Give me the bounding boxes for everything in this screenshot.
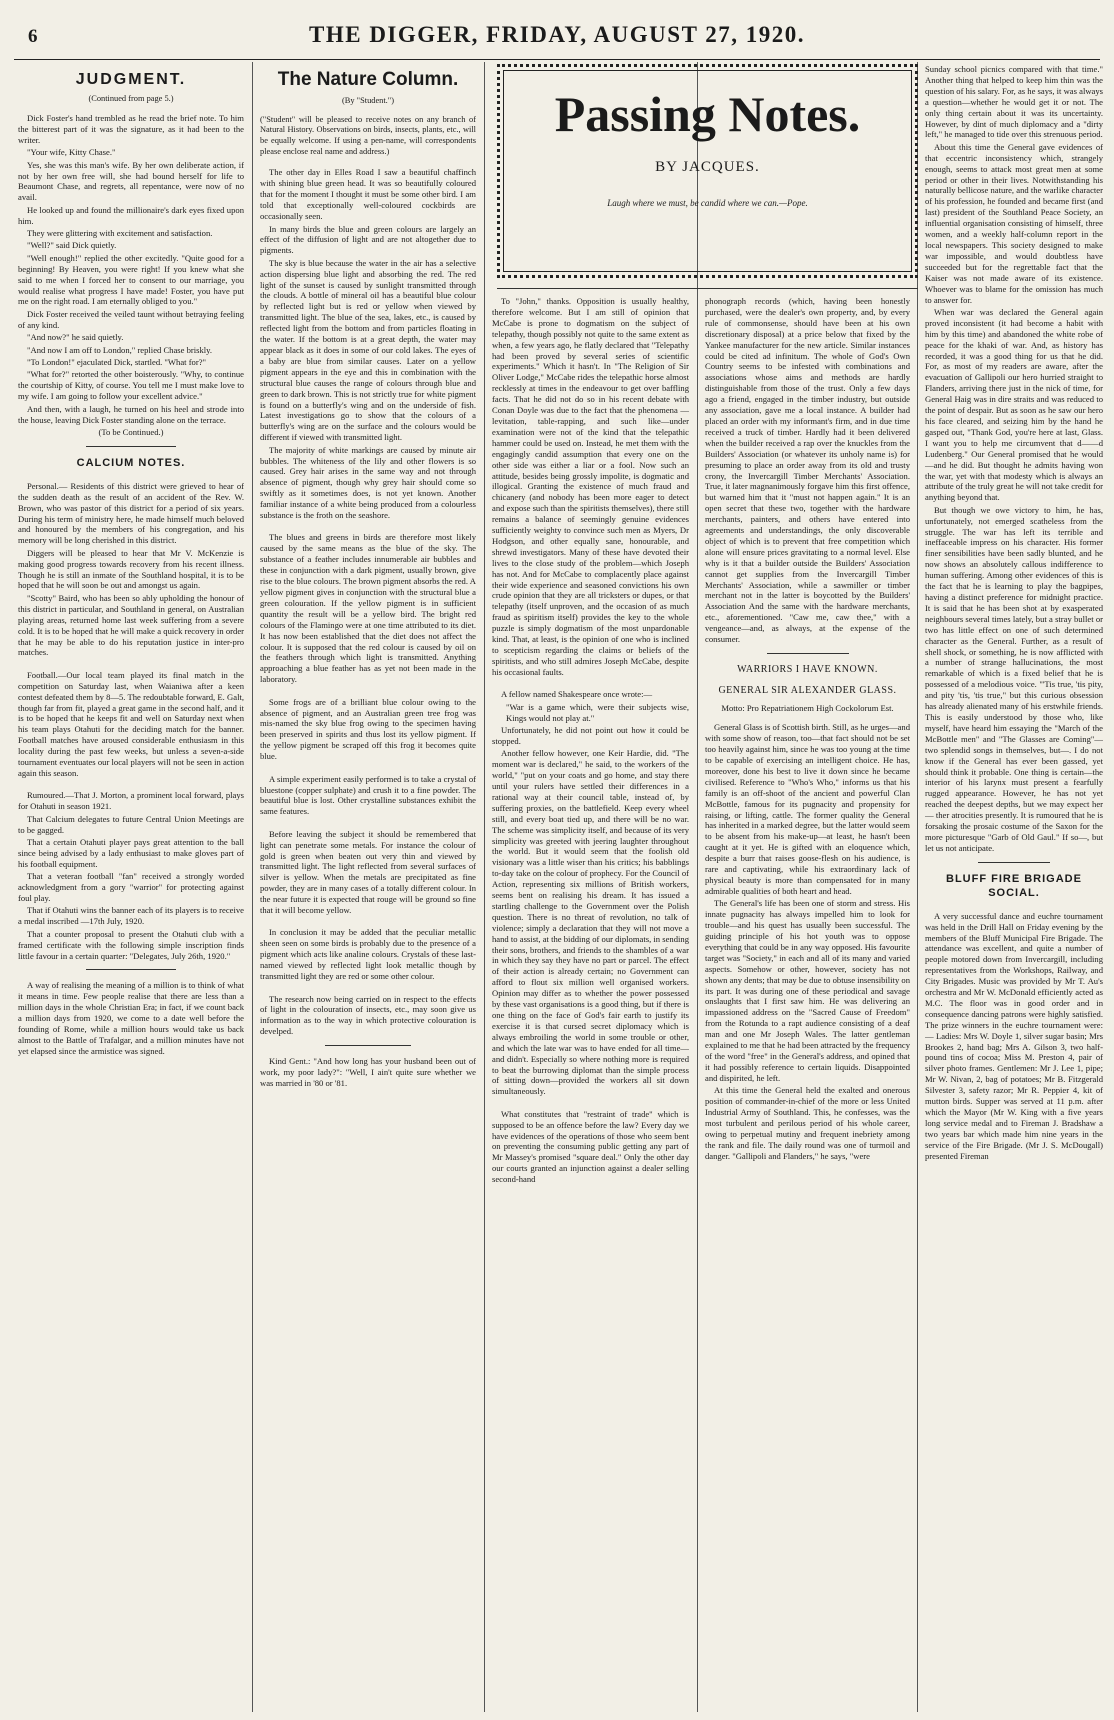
paragraph: Dick Foster received the veiled taunt without betraying feeling of any kind. [18,308,244,330]
paragraph: He looked up and found the millionaire's dark eyes fixed upon him. [18,204,244,226]
paragraph: Some frogs are of a brilliant blue colour owing to the absence of pigment, and an Australian green tree frog was mis-named the sky blue frog owing to the specimen having been preserved in spirits and thus lost its yellow pigment. If the yellow pigment be scraped off this frog it becomes quite blue. [260,696,476,762]
paragraph: At this time the General held the exalted and onerous position of commander-in-chief of the more or less United Industrial Army of Southland. This, he confesses, was the most turbulent and perilous period of his whole career, owing to perpetual mutiny and frequent inebriety among the rank and file. The daily round was one of turmoil and danger. "Gallipoli and Flanders," he says, "were [705,1085,910,1161]
paragraph: A fellow named Shakespeare once wrote:— [501,689,653,700]
paragraph: That a counter proposal to present the Otahuti club with a framed certificate with the following simple inscription finds little favour in a certain quarter: "Delegates, July 26th, 1920." [18,928,244,961]
section-divider [767,653,849,654]
paragraph: The General's life has been one of storm and stress. His innate pugnacity has always impelled him to look for trouble—and his quest has usually been successful. The guiding principle of his hot youth was to oppose everything that could be in any way opposed. His favourite target was "Society," in each and all of its many and varied aspects. Somehow or other, however, society has not shown any dents; that may be due to obtuse insensibility on its part. It was during one of these periodical and savage onslaughts that I first saw him. He was delivering an impassioned address on the "Sacred Cause of Freedom" from the Rotunda to a rapt audience consisting of a deaf man and one Mr Joseph Wales. The latter gentleman explained to me that he had been attracted by the frequency of the word "free" in the General's address, and opined that it had possibly reference to certain liquids. Disappointed and dispirited, he left. [705,898,910,1083]
paragraph: Personal.— Residents of this district were grieved to hear of the sudden death as the result of an accident of the Rev. W. Brown, who was pastor of this district for a period of six years. During his term of ministry here, he made himself much beloved and honoured by the members of his congregation, and his memory will be long cherished in this district. [18,480,244,546]
column-1 [18,64,244,1709]
nature-byline: (By "Student.") [342,96,394,106]
judgment-heading: JUDGMENT. [75,71,187,88]
section-divider [86,969,176,970]
warriors-heading: WARRIORS I HAVE KNOWN. [737,664,878,675]
paragraph: Dick Foster's hand trembled as he read the brief note. To him the bitterest part of it was the signature, as it had been to the writer. [18,112,244,145]
nature-body [260,167,476,1037]
column-rule [484,62,485,1712]
bluff-heading: BLUFF FIRE BRIGADE SOCIAL. [946,872,1082,899]
column-2 [260,64,476,1709]
passing-notes-title-box [497,64,918,278]
title-rule [497,288,918,289]
paragraph: "To London!" ejaculated Dick, startled. "What for?" [27,357,207,368]
column-rule [252,62,253,1712]
column-rule [697,62,698,1712]
shakespeare-quote: "War is a game which, were their subjects wise, Kings would not play at." [506,701,689,723]
paragraph: A simple experiment easily performed is to take a crystal of bluestone (copper sulphate) and crush it to a fine powder. The beautiful blue is lost. Other crystalline substances exhibit the same features. [260,773,476,817]
paragraph: Unfortunately, he did not point out how it could be stopped. [492,724,689,746]
paragraph: In many birds the blue and green colours are largely an effect of the diffusion of light and are not altogether due to pigments. [260,223,476,256]
section-divider [86,446,176,447]
column-5 [925,64,1103,1709]
paragraph: That a certain Otahuti player pays great attention to the ball since being advised by a lady enthusiast to make gloves part of his football equipment. [18,837,244,869]
paragraph: General Glass is of Scottish birth. Still, as he urges—and with some show of reason, too—that fact should not be set too heavily against him, since he was too young at the time to be capable of exercising an intelligent choice. He has, moreover, done his best to live it down since he became civilised. Reference to "Who's Who," informs us that his family is an off-shoot of the ancient and powerful Clan McBottle, famous for its pugnacity and propensity for raising, or lifting, cattle. The former quality the General has inherited in a marked degree, but the latter would seem to be absent from his make-up—at least, he hasn't been caught at it yet. He is gifted with an eloquence which, despite a burr that raises goose-flesh on his audience, is rare and captivating, while his extraordinary lack of physical beauty is more than compensated for in many admirable qualities of both heart and head. [705,722,910,896]
paragraph: The majority of white markings are caused by minute air bubbles. The whiteness of the lily and other flowers is so caused. Grey hair arises in the same way and not through absence of pigment, though why grey hair should come so swiftly as it sometimes does, is not yet known. Another familiar instance of a white being produced from a colourless substance is the froth on the seashore. [260,444,476,521]
paragraph: Football.—Our local team played its final match in the competition on Saturday last, when Waianiwa after a keen contest defeated them by 8—5. The redoubtable forward, E. Galt, though far from fit, played a great game in the second half, and it is to be hoped that he keeps fit and well on Saturday next when his team plays Otahuti for the deciding match for the banner. Football matches have aroused considerable enthusiasm in this locality during the past few weeks, but unless a seven-a-side tournament eventuates our local players will not be seen in action again this season. [18,669,244,778]
paragraph: The other day in Elles Road I saw a beautiful chaffinch with shining blue green head. It was so beautifully coloured that for the moment I thought it must be some other bird. I am told that exceptionally well-coloured cockbirds are occasionally seen. [260,167,476,222]
masthead-rule [14,59,1100,60]
paragraph: "Well enough!" replied the other excitedly. "Quite good for a beginning! By Heaven, you were right! If you knew what she said to me when I forced her to consent to our marriage, you would realise what progress I have made! Foster, you have put me on the right road. I am eternally obliged to you." [18,252,244,307]
paragraph: But though we owe victory to him, he has, unfortunately, not emerged scatheless from the struggle. The war has left its terrible and ineffaceable impress on his character. His former finer sensibilities have been sadly blunted, and he now shows an absolutely callous indifference to human suffering. Among other evidences of this is the fact that he is learning to play the bagpipes, having a distinct preference for midnight practice. It is said that he has been shot at by exasperated neighbours several times lately, but a stray bullet or two has little effect on one of such determined character as the General. Further, as a result of shell shock, or something, he is now afflicted with a number of strange hallucinations, the most remarkable of which is a fixed belief that he is possessed of a melodious voice. "'Tis true, 'tis pity, and pity 'tis, 'tis true," but this curious obsession has already alienated many of his erstwhile friends. This is easily understood by those who, like myself, have heard him essaying the "March of the McBottle men" and "The Glasses are Coming"—two splendid songs in themselves, but—. I do not know if the General has ever been gassed, yet should think it probable. One thing is certain—the interior of his larynx must present a fearfully rugged appearance. However, he has not yet reached the deepest depths, but we may expect her— ther atrocities presently. It is rumoured that he is forsaking the prosaic costume of the Saxon for the more picturesque "Garb of Old Gaul." If so—, but let us not anticipate. [925,504,1103,853]
million-paragraph: A way of realising the meaning of a million is to think of what it means in time. Few people realise that there are less than a million days in the whole Christian Era; in fact, if we count back a million days from 1920, we come to a date well before the founding of Rome, while a million hours would take us back almost to the Battle of Trafalgar, and a million minutes have not yet elapsed since the armistice was signed. [18,980,244,1056]
paragraph: Yes, she was this man's wife. By her own deliberate action, if not by her own free will, she had bound herself for life to Beaumont Chase, and regrets, all repentance, were now of no avail. [18,159,244,203]
nature-column-heading: The Nature Column. [277,69,459,90]
to-be-continued: (To be Continued.) [98,426,164,437]
section-divider [978,862,1049,863]
passing-notes-title: Passing Notes. [554,86,861,142]
paragraph: Sunday school picnics compared with that time." Another thing that helped to keep him thin was the question of his salary. For, as he says, it was always a question—whether he would get it or not. The only thing certain about it was its uncertainty. However, by dint of much diplomacy and a "dirty left," he managed to tide over this strenuous period. [925,64,1103,140]
paragraph: That Calcium delegates to future Central Union Meetings are to be gagged. [18,813,244,835]
paragraph: "And now?" he said quietly. [27,332,124,343]
paragraph: And then, with a laugh, he turned on his heel and strode into the house, leaving Dick Foster standing alone on the terrace. [18,403,244,425]
paragraph: Another fellow however, one Keir Hardie, did. "The moment war is declared," he said, to the workers of the world," "put on your coats and go home, and stay there until your rulers have settled their differences in a rational way at their council table, instead of, by suffering proxies, on the battlefield. Keep every wheel still, and every boat tied up, and there will be no war. The scheme was simplicity itself, and because of its very simplicity was greeted with jeering laughter throughout the world. But it would seem that the foolish old visionary was a little wiser than his critics; his babblings to-day take on the colour of prophecy. For the Council of Action, representing six millions of British workers, seems bent on realising his dream. It has issued a startling challenge to the Government over the Polish question. There is no threat of revolution, no talk of violence; simply a declaration that they will not move a hand to assist, at the bidding of our diplomats, in sending their sons, brothers, and friends to the shambles of a war in which they say they have no part or parcel. The effect of their action is already certain; no Government can afford to flout six million well organised workers. Opinion may differ as to whether the power possessed by these vast organisations is a good thing, but if there is one thing on the face of God's fair earth to justify its exercise it is that cursed secret diplomacy which is always embroiling the world in some trouble or other, and which the late war was to have ended for all time—and didn't. Especially so where nothing more is required to beat the burrowing diplomat than the simple process of sitting down—provided the workers all sit down simultaneously. [492,748,689,1097]
paragraph: "Scotty" Baird, who has been so ably upholding the honour of this district in particular, and Southland in general, on Australian playing areas, returned home last week suffering from a severe cold. It is to be hoped that he will make a quick recovery in order that he may be able to do his reputation justice in inter-pro matches. [18,592,244,658]
passing-notes-motto: Laugh where we must, be candid where we can.—Pope. [607,198,808,208]
section-divider [325,1045,411,1046]
paragraph: When war was declared the General again proved inconsistent (it had become a habit with him by this time) and abandoned the white robe of peace for the khaki of war. And, as history has recorded, it was a good thing for us that he did. For, as most of my readers are aware, after the evacuation of Gallipoli our hero hurried straight to Flanders, arriving there just in the nick of time, for General Haig was in dire straits and was reduced to the point of despair. But as soon as he saw our hero his face cleared, and seizing him by the hand he gasped out, "Thank God, you're here at last, Glass. I want you to help me circumvent that d——d Ludenberg." Our General promised that he would—and he did. But thought he admits having won the war, yet with that modesty which is always an attribute of the truly great he will not take credit for anything beyond that. [925,306,1103,503]
paragraph: They were glittering with excitement and satisfaction. [27,228,213,239]
paragraph: Diggers will be pleased to hear that Mr V. McKenzie is making good progress towards recovery from his recent illness. Though he is still an inmate of the Southland hospital, it is to be hoped that he will soon be out and amongst us again. [18,547,244,591]
column-rule [917,62,918,1712]
glass-motto: Motto: Pro Repatriationem High Cockolorum Est. [721,703,894,714]
paragraph: Before leaving the subject it should be remembered that light can penetrate some metals. For instance the colour of gold is green when beaten out very thin and viewed by transmitted light. The light reflected from several surfaces of silver is yellow. When the metals are precipitated as fine powder, they are in many cases of a totally different colour. In the near future it is expected that rouge will be ground so fine that it will become yellow. [260,828,476,916]
page-number: 6 [28,26,38,47]
calcium-heading: CALCIUM NOTES. [76,456,186,469]
column-4 [705,296,910,1709]
judgment-continued: (Continued from page 5.) [88,94,174,104]
paragraph: About this time the General gave evidences of that eccentric inconsistency which, strangely enough, seems to attack most great men at some period or other in their lives. Notwithstanding his naturally bellicose nature, and the warlike character of his profession, he founded and became first (and last) president of the Southland Peace Society, an influential organisation consisting of himself, three women, and a weekly half-column report in the local newspapers. This society designed to make war impossible, and would doubtless have succeeded but for the regrettable fact that the Kaiser was not made aware of its existence. Whoever was to blame for the omission has much to answer for. [925,141,1103,305]
paragraph: In conclusion it may be added that the peculiar metallic sheen seen on some birds is probably due to the presence of a pigment which acts like analine colours. Crystals of these last-named viewed by reflected light look metallic though by transmitted light they are red or some other colour. [260,927,476,982]
masthead [0,22,1114,52]
paragraph: "Your wife, Kitty Chase." [27,147,116,158]
nature-note: ("Student" will be pleased to receive notes on any branch of Natural History. Observations on birds, insects, plants, etc., will be equally welcome. If using a pen-name, will correspondents please enclose real name and address.) [260,114,476,156]
paragraph: Rumoured.—That J. Morton, a prominent local forward, plays for Otahuti in season 1921. [18,790,244,812]
judgment-body [18,113,244,438]
paragraph: "What for?" retorted the other boisterously. "Why, to continue the courtship of Kitty, of course. You tell me I must make love to my wife. I am going to follow your excellent advice." [18,369,244,402]
paragraph: What constitutes that "restraint of trade" which is supposed to be an offence before the law? Every day we have evidences of the operations of those who seem bent on preventing the consuming public getting any part of Mr Massey's promised "square deal." Only the other day our courts granted an injunction against a dealer selling second-hand [492,1108,689,1185]
kind-gent-paragraph: Kind Gent.: "And how long has your husband been out of work, my poor lady?": "Well, I ain't quite sure whether we was married in '80 or '81. [260,1056,476,1088]
paragraph: The sky is blue because the water in the air has a selective action dispersing blue light and absorbing the red. The red light of the sunset is caused by sunlight transmitted through the clouds. A bottle of mineral oil has a beautiful blue colour by reflected light but is red or yellow when viewed by transmitted light. The blue of the sea, lakes, etc., is caused by reflected light from the bottom and from particles floating in the water. If the bottom is at a great depth, the water may appear black as it does in some of our cold lakes. The eyes of a baby are blue from similar causes. Later on a yellow pigment appears in the eye and this in combination with the structural blue causes the range of colours through blue and green to dark brown. This is not strictly true for white pigment is found on a butterfly's wing and on the underside of fish. Latest investigations go to show that the colours of a butterfly's wing are on the surface and the colours would be different if viewed with transmitted light. [260,257,476,443]
calcium-body [18,481,244,962]
paragraph: phonograph records (which, having been honestly purchased, were the dealer's own property, and, by every rule of commonsense, should have been at his own discretionary disposal) at a price below that fixed by the Yankee manufacturer for the new article. Similar instances could be cited ad infinitum. The whole of God's Own Country seems to be infested with combinations and associations whose aims and methods are hardly distinguishable from those of the trust. Only a few days ago a friend, engaged in the timber industry, but outside any association, gave me a local instance. A builder had placed an order with my informant's firm, and in due time received a truck of timber. Hardly had it been delivered when the builder received a rap over the knuckles from the Builders' Association (or whatever its unholy name is) for presuming to place an order away from its old and trusty crony, the Invercargill Timber Merchants' Association. True, it later magnanimously forgave him this first offence, but warned him that it "must not happen again." It is an open secret that these two, together with the hardware merchants, painters, and others have entered into agreements and understandings, the only discoverable object of which is to prevent that free competition which alone will ensure prices gravitating to a normal level. Else why is it that a builder outside the Builders' Association cannot get supplies from the Invercargill Timber Merchants' Association, while a sawmiller or timber merchant not in the latter is boycotted by the Builders' Association And the same with the hardware merchants, etc., aforementioned. "Caw me, caw thee," with a vengeance—and, as always, at the expense of the consumer. [705,296,910,645]
paragraph: That if Otahuti wins the banner each of its players is to receive a medal inscribed —17th July, 1920. [18,905,244,927]
paragraph: The blues and greens in birds are therefore most likely caused by the same means as the blue of the sky. The substance of a feather includes innumerable air bubbles and these in conjunction with a dark pigment, usually brown, give rise to the blue colours. The brown pigment absorbs the red. A yellow pigment gives in conjunction with the structural blue a green colouration. If the yellow pigment is in sufficient quantity the result will be a yellow bird. The bright red colours of the Flamingo were at one time attributed to its diet. It has now been established that the diet does not affect the colour. It is supposed that the red colour is caused by oil on the feathers through which light is transmitted. Anything approaching a blue feather has as yet not been made in the laboratory. [260,532,476,685]
paragraph: The research now being carried on in respect to the effects of light in the colouration of insects, etc., may soon give us information as to the way in which protective colouration is develped. [260,993,476,1037]
passing-notes-byline: BY JACQUES. [655,159,760,175]
paragraph: That a veteran football "fan" received a strongly worded acknowledgment from a gory "warrior" for protecting against foul play. [18,871,244,904]
paragraph: "And now I am off to London," replied Chase briskly. [27,344,213,355]
glass-heading: GENERAL SIR ALEXANDER GLASS. [718,684,897,696]
newspaper-title: THE DIGGER, FRIDAY, AUGUST 27, 1920. [309,22,805,47]
paragraph: To "John," thanks. Opposition is usually healthy, therefore welcome. But I am still of opinion that McCabe is prone to dogmatism on the subject of telepathy, though possibly not quite to the same extent as when, a few years ago, he flatly declared that "Telepathy had been proved by several series of scientific experiments." Which it hasn't. In "The Religion of Sir Oliver Lodge," McCabe rides the telepathic horse almost recklessly at times in the endeavour to get over baffling facts. That he did not do so in his recent debate with Conan Doyle was due to the fact that the phenomena — levitation, table-rapping, and such like—under examination were not of the kind that the telepathic hammer could be used on. Instead, he met them with the engagingly candid assumption that every one on the other side was either a liar or a fool. Now such an attitude, besides being grossly impolite, is dogmatic and illogical. Granting the existence of much fraud and chicanery (and nobody has been more eager to detect and expose such than the spiritists themselves), there still remains a balance of seemingly genuine evidences sufficiently weighty to convince such men as Myers, Dr Hodgson, and other equally sane, honourable, and shrewd investigators. Many of these have devoted their lives to the close study of the problem—which Joseph has not. And for McCabe to complacently place against their wide experience and seasoned convictions his own crude opinion that they are all tricksters or dupes, or that telepathy (itself unproven, and the occasion of as much fraud as spiritism itself) provides the key to the whole puzzle is simply dogmatism of the most unpardonable kind. That, at least, is the opinion of one who is inclined to scepticism regarding the claims or beliefs of the spiritists, and who still admires Joseph McCabe, despite his occasional faults. [492,296,689,677]
column-3 [492,296,689,1709]
paragraph: "Well?" said Dick quietly. [27,240,117,251]
paragraph: A very successful dance and euchre tournament was held in the Drill Hall on Friday evening by the members of the Bluff Municipal Fire Brigade. The attendance was excellent, and quite a number of people motored down from Invercargill, including representatives from the Workshops, Railway, and City Brigades. Music was provided by Mr T. Au's orchestra and Mr W. McDonald efficiently acted as M.C. The floor was in good order and in consequence dancing patrons were highly satisfied. The prize winners in the euchre tournament were:— Ladies: Mrs W. Doyle 1, silver sugar basin; Mrs Brookes 2, hand bag; Mrs A. Gilson 3, two half-pound tins of cocoa; Miss M. Preston 4, pair of silver photo frames. Gentlemen: Mr J. Lee 1, pipe; Mr W. Nivan, 2, bag of potatoes; Mr B. Fitzgerald Silvester 3, safety razor; Mr R. Peppier 4, kit of mutton birds. Supper was served at 11 p.m. after which the Mayor (Mr W. King with a five years long service medal and to Fireman J. Bradshaw a two years bar which made him nine years in the service of the Fire Brigade. (Mr J. S. McDougall) presented Fireman [925,910,1103,1161]
